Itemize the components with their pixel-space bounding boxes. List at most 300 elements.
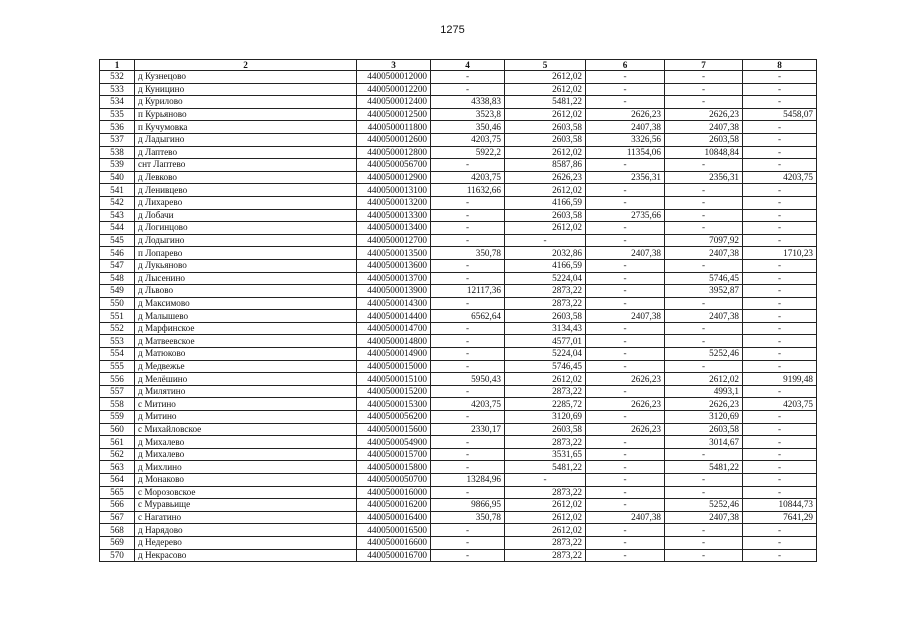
value-col-5: 2873,22 xyxy=(505,536,586,549)
table-row xyxy=(100,549,817,562)
row-number: 557 xyxy=(100,385,135,398)
row-number: 558 xyxy=(100,398,135,411)
table-row xyxy=(100,222,817,235)
row-number: 545 xyxy=(100,234,135,247)
table-row xyxy=(100,385,817,398)
value-col-5: 3120,69 xyxy=(505,411,586,424)
row-number: 534 xyxy=(100,96,135,109)
settlement-name: д Марфинское xyxy=(135,322,357,335)
value-col-8: 4203,75 xyxy=(743,398,817,411)
row-number: 555 xyxy=(100,360,135,373)
value-col-6: - xyxy=(586,360,665,373)
value-col-8: 4203,75 xyxy=(743,171,817,184)
value-col-5: 2612,02 xyxy=(505,499,586,512)
oktmo-code: 4400500012500 xyxy=(357,108,431,121)
value-col-6: - xyxy=(586,549,665,562)
value-col-6: - xyxy=(586,285,665,298)
value-col-8: - xyxy=(743,335,817,348)
value-col-4: - xyxy=(431,335,505,348)
oktmo-code: 4400500016600 xyxy=(357,536,431,549)
value-col-4: 4338,83 xyxy=(431,96,505,109)
value-col-4: 5950,43 xyxy=(431,373,505,386)
value-col-7: - xyxy=(665,335,743,348)
value-col-4: 4203,75 xyxy=(431,171,505,184)
value-col-4: - xyxy=(431,549,505,562)
oktmo-code: 4400500014400 xyxy=(357,310,431,323)
value-col-4: - xyxy=(431,536,505,549)
value-col-7: - xyxy=(665,360,743,373)
row-number: 552 xyxy=(100,322,135,335)
value-col-6: - xyxy=(586,234,665,247)
oktmo-code: 4400500016700 xyxy=(357,549,431,562)
column-header: 1 xyxy=(100,60,135,71)
value-col-7: - xyxy=(665,549,743,562)
column-header: 6 xyxy=(586,60,665,71)
value-col-7: - xyxy=(665,297,743,310)
row-number: 540 xyxy=(100,171,135,184)
value-col-7: 3952,87 xyxy=(665,285,743,298)
value-col-5: 2873,22 xyxy=(505,285,586,298)
value-col-8: - xyxy=(743,209,817,222)
value-col-4: - xyxy=(431,272,505,285)
row-number: 554 xyxy=(100,348,135,361)
column-header: 5 xyxy=(505,60,586,71)
value-col-8: - xyxy=(743,461,817,474)
table-row xyxy=(100,83,817,96)
value-col-5: 5224,04 xyxy=(505,348,586,361)
value-col-6: - xyxy=(586,297,665,310)
value-col-8: - xyxy=(743,448,817,461)
value-col-5: 2603,58 xyxy=(505,423,586,436)
value-col-4: 4203,75 xyxy=(431,133,505,146)
value-col-8: - xyxy=(743,96,817,109)
table-row xyxy=(100,234,817,247)
value-col-4: - xyxy=(431,448,505,461)
table-row xyxy=(100,184,817,197)
value-col-8: - xyxy=(743,486,817,499)
table-row xyxy=(100,259,817,272)
row-number: 547 xyxy=(100,259,135,272)
value-col-8: - xyxy=(743,436,817,449)
value-col-5: 2612,02 xyxy=(505,524,586,537)
value-col-6: - xyxy=(586,83,665,96)
value-col-8: - xyxy=(743,524,817,537)
value-col-5: 2032,86 xyxy=(505,247,586,260)
row-number: 570 xyxy=(100,549,135,562)
value-col-5: 8587,86 xyxy=(505,159,586,172)
oktmo-code: 4400500015800 xyxy=(357,461,431,474)
value-col-5: 3531,65 xyxy=(505,448,586,461)
settlement-name: с Нагатино xyxy=(135,511,357,524)
value-col-8: - xyxy=(743,121,817,134)
settlement-name: д Матюково xyxy=(135,348,357,361)
value-col-8: - xyxy=(743,133,817,146)
table-body xyxy=(100,71,817,562)
value-col-7: - xyxy=(665,209,743,222)
settlement-name: д Мелёшино xyxy=(135,373,357,386)
table-row xyxy=(100,146,817,159)
value-col-7: 2626,23 xyxy=(665,398,743,411)
value-col-7: - xyxy=(665,322,743,335)
value-col-5: 2873,22 xyxy=(505,486,586,499)
table-row xyxy=(100,524,817,537)
value-col-8: 1710,23 xyxy=(743,247,817,260)
table-row xyxy=(100,121,817,134)
value-col-7: 4993,1 xyxy=(665,385,743,398)
value-col-8: - xyxy=(743,196,817,209)
table-row xyxy=(100,398,817,411)
value-col-6: - xyxy=(586,96,665,109)
settlement-name: д Курилово xyxy=(135,96,357,109)
oktmo-code: 4400500016200 xyxy=(357,499,431,512)
settlement-name: п Лопарево xyxy=(135,247,357,260)
value-col-6: - xyxy=(586,322,665,335)
row-number: 564 xyxy=(100,474,135,487)
settlement-name: д Монаково xyxy=(135,474,357,487)
value-col-7: 10848,84 xyxy=(665,146,743,159)
table-row xyxy=(100,108,817,121)
table-row xyxy=(100,348,817,361)
table-row xyxy=(100,310,817,323)
settlement-name: снт Лаптево xyxy=(135,159,357,172)
value-col-5: 5481,22 xyxy=(505,96,586,109)
table-row xyxy=(100,247,817,260)
value-col-7: - xyxy=(665,524,743,537)
value-col-4: 6562,64 xyxy=(431,310,505,323)
oktmo-code: 4400500015700 xyxy=(357,448,431,461)
value-col-8: - xyxy=(743,83,817,96)
table-row xyxy=(100,285,817,298)
value-col-8: - xyxy=(743,234,817,247)
value-col-4: 350,78 xyxy=(431,511,505,524)
row-number: 533 xyxy=(100,83,135,96)
row-number: 543 xyxy=(100,209,135,222)
row-number: 556 xyxy=(100,373,135,386)
value-col-8: 7641,29 xyxy=(743,511,817,524)
value-col-7: 3120,69 xyxy=(665,411,743,424)
oktmo-code: 4400500013100 xyxy=(357,184,431,197)
value-col-5: 2612,02 xyxy=(505,83,586,96)
table-row xyxy=(100,373,817,386)
oktmo-code: 4400500013200 xyxy=(357,196,431,209)
oktmo-code: 4400500016400 xyxy=(357,511,431,524)
row-number: 567 xyxy=(100,511,135,524)
oktmo-code: 4400500014900 xyxy=(357,348,431,361)
value-col-8: - xyxy=(743,423,817,436)
value-col-8: - xyxy=(743,348,817,361)
value-col-7: 2626,23 xyxy=(665,108,743,121)
value-col-4: - xyxy=(431,196,505,209)
value-col-5: 2873,22 xyxy=(505,436,586,449)
row-number: 542 xyxy=(100,196,135,209)
value-col-8: - xyxy=(743,71,817,84)
value-col-4: - xyxy=(431,83,505,96)
settlement-name: д Максимово xyxy=(135,297,357,310)
settlement-name: с Морозовское xyxy=(135,486,357,499)
column-header: 3 xyxy=(357,60,431,71)
table-row xyxy=(100,499,817,512)
value-col-6: - xyxy=(586,474,665,487)
value-col-8: 10844,73 xyxy=(743,499,817,512)
settlement-name: д Милятино xyxy=(135,385,357,398)
value-col-5: 2285,72 xyxy=(505,398,586,411)
value-col-6: - xyxy=(586,272,665,285)
settlement-name: д Лысенино xyxy=(135,272,357,285)
value-col-4: 350,78 xyxy=(431,247,505,260)
table-row xyxy=(100,133,817,146)
oktmo-code: 4400500013400 xyxy=(357,222,431,235)
value-col-6: - xyxy=(586,335,665,348)
value-col-8: - xyxy=(743,536,817,549)
value-col-6: - xyxy=(586,385,665,398)
oktmo-code: 4400500013300 xyxy=(357,209,431,222)
value-col-6: - xyxy=(586,436,665,449)
value-col-4: 3523,8 xyxy=(431,108,505,121)
settlement-name: д Лобачи xyxy=(135,209,357,222)
row-number: 550 xyxy=(100,297,135,310)
value-col-7: - xyxy=(665,71,743,84)
oktmo-code: 4400500015200 xyxy=(357,385,431,398)
row-number: 548 xyxy=(100,272,135,285)
value-col-4: 11632,66 xyxy=(431,184,505,197)
value-col-5: 2612,02 xyxy=(505,511,586,524)
value-col-5: 2612,02 xyxy=(505,71,586,84)
row-number: 541 xyxy=(100,184,135,197)
value-col-6: 2626,23 xyxy=(586,373,665,386)
value-col-5: 5224,04 xyxy=(505,272,586,285)
oktmo-code: 4400500013600 xyxy=(357,259,431,272)
settlement-name: д Лихарево xyxy=(135,196,357,209)
settlement-name: д Михалево xyxy=(135,436,357,449)
row-number: 535 xyxy=(100,108,135,121)
value-col-5: 2873,22 xyxy=(505,297,586,310)
oktmo-code: 4400500011800 xyxy=(357,121,431,134)
settlement-name: д Митино xyxy=(135,411,357,424)
value-col-6: 2407,38 xyxy=(586,310,665,323)
value-col-8: - xyxy=(743,159,817,172)
value-col-4: - xyxy=(431,486,505,499)
value-col-7: - xyxy=(665,83,743,96)
value-col-8: - xyxy=(743,272,817,285)
settlement-name: п Кучумовка xyxy=(135,121,357,134)
table-row xyxy=(100,486,817,499)
row-number: 562 xyxy=(100,448,135,461)
oktmo-code: 4400500015100 xyxy=(357,373,431,386)
value-col-4: 12117,36 xyxy=(431,285,505,298)
value-col-5: 4577,01 xyxy=(505,335,586,348)
oktmo-code: 4400500015300 xyxy=(357,398,431,411)
value-col-5: 3134,43 xyxy=(505,322,586,335)
value-col-7: 7097,92 xyxy=(665,234,743,247)
settlement-name: д Михлино xyxy=(135,461,357,474)
value-col-8: 9199,48 xyxy=(743,373,817,386)
value-col-4: - xyxy=(431,222,505,235)
value-col-5: 2873,22 xyxy=(505,385,586,398)
value-col-7: 2356,31 xyxy=(665,171,743,184)
value-col-8: - xyxy=(743,322,817,335)
value-col-7: - xyxy=(665,196,743,209)
value-col-6: 2626,23 xyxy=(586,398,665,411)
row-number: 537 xyxy=(100,133,135,146)
value-col-4: - xyxy=(431,385,505,398)
value-col-5: 2603,58 xyxy=(505,209,586,222)
value-col-5: 2612,02 xyxy=(505,373,586,386)
value-col-6: 2735,66 xyxy=(586,209,665,222)
settlement-name: с Муравьище xyxy=(135,499,357,512)
oktmo-code: 4400500054900 xyxy=(357,436,431,449)
value-col-7: - xyxy=(665,536,743,549)
settlement-name: д Михалево xyxy=(135,448,357,461)
value-col-7: - xyxy=(665,486,743,499)
value-col-6: - xyxy=(586,486,665,499)
row-number: 551 xyxy=(100,310,135,323)
page-number: 1275 xyxy=(440,24,465,36)
value-col-6: - xyxy=(586,71,665,84)
settlement-name: д Ленивцево xyxy=(135,184,357,197)
value-col-4: 13284,96 xyxy=(431,474,505,487)
value-col-8: - xyxy=(743,222,817,235)
value-col-6: 2626,23 xyxy=(586,108,665,121)
oktmo-code: 4400500012000 xyxy=(357,71,431,84)
settlement-name: д Нарядово xyxy=(135,524,357,537)
value-col-5: 2612,02 xyxy=(505,146,586,159)
row-number: 553 xyxy=(100,335,135,348)
value-col-4: 4203,75 xyxy=(431,398,505,411)
settlement-name: д Кузнецово xyxy=(135,71,357,84)
oktmo-code: 4400500013900 xyxy=(357,285,431,298)
settlement-name: д Логинцово xyxy=(135,222,357,235)
value-col-4: - xyxy=(431,360,505,373)
value-col-6: - xyxy=(586,524,665,537)
value-col-5: - xyxy=(505,234,586,247)
value-col-8: - xyxy=(743,310,817,323)
value-col-4: - xyxy=(431,259,505,272)
row-number: 560 xyxy=(100,423,135,436)
table-row xyxy=(100,436,817,449)
value-col-5: 2873,22 xyxy=(505,549,586,562)
value-col-8: - xyxy=(743,297,817,310)
oktmo-code: 4400500015600 xyxy=(357,423,431,436)
oktmo-code: 4400500013700 xyxy=(357,272,431,285)
value-col-6: - xyxy=(586,461,665,474)
table-row xyxy=(100,171,817,184)
row-number: 538 xyxy=(100,146,135,159)
value-col-8: 5458,07 xyxy=(743,108,817,121)
value-col-7: - xyxy=(665,96,743,109)
value-col-7: - xyxy=(665,222,743,235)
table-row xyxy=(100,96,817,109)
value-col-8: - xyxy=(743,184,817,197)
value-col-4: - xyxy=(431,461,505,474)
settlement-name: д Львово xyxy=(135,285,357,298)
table-row xyxy=(100,297,817,310)
value-col-7: - xyxy=(665,448,743,461)
settlement-name: д Недерево xyxy=(135,536,357,549)
value-col-8: - xyxy=(743,360,817,373)
row-number: 532 xyxy=(100,71,135,84)
value-col-7: 2603,58 xyxy=(665,423,743,436)
row-number: 539 xyxy=(100,159,135,172)
oktmo-code: 4400500056700 xyxy=(357,159,431,172)
settlement-name: д Малышево xyxy=(135,310,357,323)
row-number: 563 xyxy=(100,461,135,474)
oktmo-code: 4400500012200 xyxy=(357,83,431,96)
value-col-6: 2356,31 xyxy=(586,171,665,184)
settlement-name: д Медвежье xyxy=(135,360,357,373)
settlement-name: с Митино xyxy=(135,398,357,411)
value-col-4: - xyxy=(431,159,505,172)
value-col-5: 4166,59 xyxy=(505,196,586,209)
table-row xyxy=(100,335,817,348)
row-number: 565 xyxy=(100,486,135,499)
settlement-name: д Лаптево xyxy=(135,146,357,159)
settlement-name: д Лукьяново xyxy=(135,259,357,272)
table-row xyxy=(100,209,817,222)
value-col-5: 5481,22 xyxy=(505,461,586,474)
value-col-5: 4166,59 xyxy=(505,259,586,272)
oktmo-code: 4400500056200 xyxy=(357,411,431,424)
oktmo-code: 4400500016000 xyxy=(357,486,431,499)
value-col-5: 2603,58 xyxy=(505,310,586,323)
table-row xyxy=(100,411,817,424)
table-row xyxy=(100,423,817,436)
oktmo-code: 4400500013500 xyxy=(357,247,431,260)
table-row xyxy=(100,71,817,84)
value-col-4: - xyxy=(431,209,505,222)
value-col-6: 3326,56 xyxy=(586,133,665,146)
value-col-7: - xyxy=(665,159,743,172)
value-col-5: 2612,02 xyxy=(505,222,586,235)
row-number: 566 xyxy=(100,499,135,512)
row-number: 561 xyxy=(100,436,135,449)
value-col-4: - xyxy=(431,234,505,247)
value-col-7: - xyxy=(665,184,743,197)
oktmo-code: 4400500012600 xyxy=(357,133,431,146)
settlement-name: п Курьяново xyxy=(135,108,357,121)
value-col-6: - xyxy=(586,499,665,512)
settlement-name: д Матвеевское xyxy=(135,335,357,348)
settlement-name: д Некрасово xyxy=(135,549,357,562)
value-col-7: 2407,38 xyxy=(665,310,743,323)
value-col-5: 5746,45 xyxy=(505,360,586,373)
header-row xyxy=(100,60,817,71)
value-col-5: 2626,23 xyxy=(505,171,586,184)
column-header: 8 xyxy=(743,60,817,71)
column-header: 4 xyxy=(431,60,505,71)
value-col-5: - xyxy=(505,474,586,487)
value-col-7: 2603,58 xyxy=(665,133,743,146)
value-col-8: - xyxy=(743,259,817,272)
oktmo-code: 4400500016500 xyxy=(357,524,431,537)
value-col-5: 2603,58 xyxy=(505,133,586,146)
value-col-5: 2612,02 xyxy=(505,108,586,121)
column-header: 2 xyxy=(135,60,357,71)
oktmo-code: 4400500014800 xyxy=(357,335,431,348)
oktmo-code: 4400500012700 xyxy=(357,234,431,247)
value-col-8: - xyxy=(743,385,817,398)
settlement-name: д Лодыгино xyxy=(135,234,357,247)
row-number: 569 xyxy=(100,536,135,549)
value-col-5: 2612,02 xyxy=(505,184,586,197)
value-col-7: 2612,02 xyxy=(665,373,743,386)
row-number: 546 xyxy=(100,247,135,260)
value-col-4: - xyxy=(431,71,505,84)
value-col-7: 5252,46 xyxy=(665,499,743,512)
value-col-4: 350,46 xyxy=(431,121,505,134)
row-number: 544 xyxy=(100,222,135,235)
value-col-6: 2407,38 xyxy=(586,121,665,134)
value-col-4: - xyxy=(431,524,505,537)
